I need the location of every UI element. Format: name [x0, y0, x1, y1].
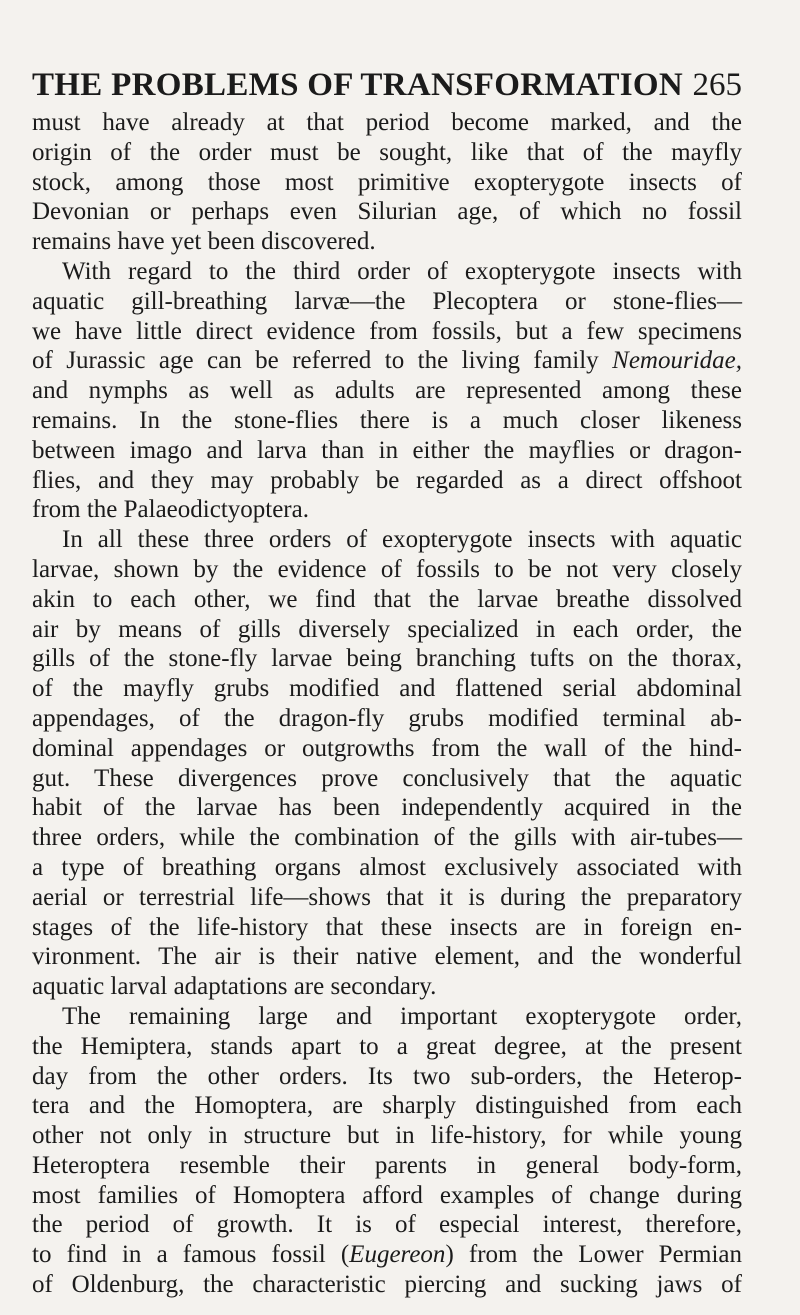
text-line: stock, among those most primitive exopterygote insects of — [32, 168, 742, 196]
page-number: 265 — [692, 67, 742, 103]
text-line: dominal appendages or outgrowths from the wall of the hind- — [32, 734, 742, 762]
text-line — [32, 1240, 742, 1270]
text-line: day from the other orders. Its two sub-orders, the Heterop- — [32, 1062, 742, 1090]
text-line: In all these three orders of exopterygote insects with aquatic — [62, 526, 742, 554]
text-line: we have little direct evidence from fossils, but a few specimens — [32, 317, 742, 345]
text-line: aerial or terrestrial life—shows that it is during the preparatory — [32, 883, 742, 911]
text-line: three orders, while the combination of the gills with air-tubes— — [32, 824, 742, 852]
text-line: and nymphs as well as adults are represented among these — [32, 377, 742, 405]
text-line: the Hemiptera, stands apart to a great degree, at the present — [32, 1032, 742, 1060]
text-line: other not only in structure but in life-history, for while young — [32, 1122, 742, 1150]
text-line: The remaining large and important exopterygote order, — [62, 1002, 742, 1030]
text-line: of the mayfly grubs modified and flattened serial abdominal — [32, 675, 742, 703]
text-line — [32, 346, 742, 376]
text-line: akin to each other, we find that the larvae breathe dissolved — [32, 585, 742, 613]
taxon-name: Eugereon — [349, 1241, 446, 1269]
text-line: a type of breathing organs almost exclusively associated with — [32, 853, 742, 881]
text-line: origin of the order must be sought, like that of the mayfly — [32, 138, 742, 166]
text-line: aquatic gill-breathing larvæ—the Plecoptera or stone-flies— — [32, 287, 742, 315]
text-line: With regard to the third order of exopterygote insects with — [62, 257, 742, 285]
text-line: habit of the larvae has been independently acquired in the — [32, 794, 742, 822]
text-line: vironment. The air is their native element, and the wonderful — [32, 943, 742, 971]
text-line: remains have yet been discovered. — [32, 228, 376, 256]
text-line: Devonian or perhaps even Silurian age, of which no fossil — [32, 198, 742, 226]
text-line: most families of Homoptera afford examples of change during — [32, 1181, 742, 1209]
text-run: of Jurassic age can be referred to the living family — [32, 347, 599, 375]
running-head — [32, 62, 742, 108]
text-line: must have already at that period become marked, and the — [32, 109, 742, 136]
text-line: gut. These divergences prove conclusively that the aquatic — [32, 764, 742, 792]
text-line: tera and the Homoptera, are sharply distinguished from each — [32, 1092, 742, 1120]
text-line: flies, and they may probably be regarded as a direct offshoot — [32, 466, 742, 494]
text-line: stages of the life-history that these insects are in foreign en- — [32, 913, 742, 941]
text-line: of Oldenburg, the characteristic piercing and sucking jaws of — [32, 1271, 742, 1299]
text-line: from the Palaeodictyoptera. — [32, 496, 309, 524]
text-line: aquatic larval adaptations are secondary. — [32, 973, 437, 1001]
running-head-title: THE PROBLEMS OF TRANSFORMATION — [32, 67, 684, 103]
text-line: between imago and larva than in either the mayflies or dragon- — [32, 436, 742, 464]
text-run: to find in a famous fossil ( — [32, 1241, 350, 1269]
text-line: larvae, shown by the evidence of fossils to be not very closely — [32, 555, 742, 583]
text-line: remains. In the stone-flies there is a much closer likeness — [32, 406, 742, 434]
text-line: gills of the stone-fly larvae being branching tufts on the thorax, — [32, 645, 742, 673]
body-text — [32, 108, 742, 1300]
text-line: appendages, of the dragon-fly grubs modified terminal ab- — [32, 704, 742, 732]
text-run: ) from the Lower Permian — [445, 1241, 742, 1269]
text-line: the period of growth. It is of especial interest, therefore, — [32, 1211, 742, 1239]
text-line: air by means of gills diversely specialized in each order, the — [32, 615, 742, 643]
taxon-name: Nemouridae, — [612, 347, 742, 375]
text-line: Heteroptera resemble their parents in general body-form, — [32, 1151, 742, 1179]
